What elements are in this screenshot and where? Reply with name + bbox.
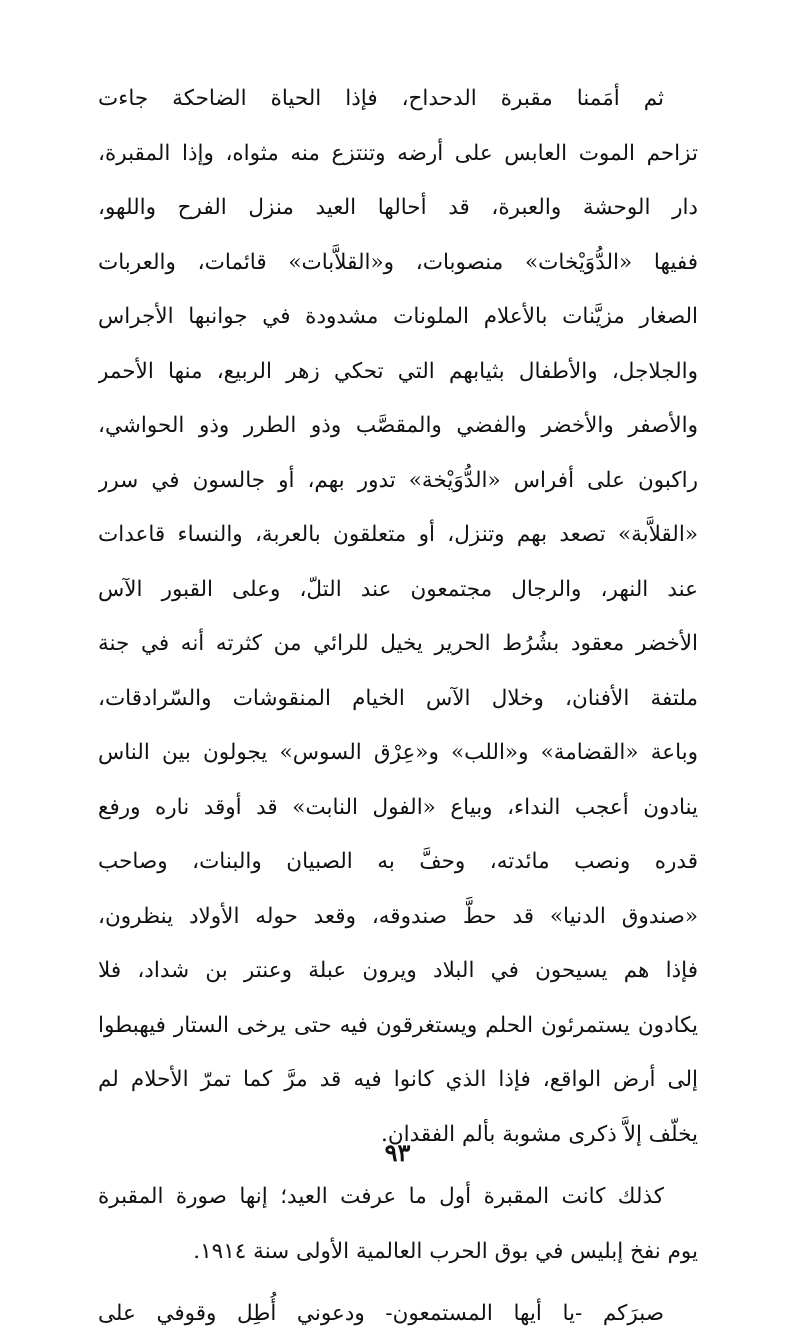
page-number: ٩٣ xyxy=(384,1138,411,1167)
text-line: يخلّف إلاَّ ذكرى مشوبة بألم الفقدان. xyxy=(380,1121,698,1147)
text-line: إلى أرض الواقع، فإذا الذي كانوا فيه قد مرَّ كما تمرّ الأحلام لم xyxy=(98,1067,698,1092)
text-line: ثم أمَمنا مقبرة الدحداح، فإذا الحياة الضاحكة جاءت xyxy=(98,86,664,111)
paragraph-1 xyxy=(98,72,698,1162)
text-line: والأصفر والأخضر والفضي والمقصَّب وذو الطرر وذو الحواشي، xyxy=(98,413,698,438)
text-line: يكادون يستمرئون الحلم ويستغرقون فيه حتى يرخى الستار فيهبطوا xyxy=(98,1012,698,1038)
text-line: ففيها «الدُّوَيْخات» منصوبات، و«القلاَّبات» قائمات، والعربات xyxy=(98,249,698,275)
paragraph-2 xyxy=(98,1170,698,1279)
text-line: والجلاجل، والأطفال بثيابهم التي تحكي زهر الربيع، منها الأحمر xyxy=(98,358,698,384)
text-line: عند النهر، والرجال مجتمعون عند التلّ، وعلى القبور الآس xyxy=(98,576,698,602)
text-line: دار الوحشة والعبرة، قد أحالها العيد منزل الفرح واللهو، xyxy=(98,195,698,220)
text-line: راكبون على أفراس «الدُّوَيْخة» تدور بهم، أو جالسون في سرر xyxy=(98,467,698,493)
text-line: صبرَكم -يا أيها المستمعون- ودعوني أُطِل وقوفي على xyxy=(98,1301,664,1326)
paragraph-gap xyxy=(98,1279,698,1287)
text-line: ملتفة الأفنان، وخلال الآس الخيام المنقوشات والسّرادقات، xyxy=(98,685,698,711)
text-line: وباعة «القضامة» و«اللب» و«عِرْق السوس» يجولون بين الناس xyxy=(98,740,698,765)
text-line: يوم نفخ إبليس في بوق الحرب العالمية الأولى سنة ١٩١٤. xyxy=(193,1238,698,1264)
text-line: فإذا هم يسيحون في البلاد ويرون عبلة وعنتر بن شداد، فلا xyxy=(98,958,698,983)
text-line: كذلك كانت المقبرة أول ما عرفت العيد؛ إنها صورة المقبرة xyxy=(98,1184,664,1209)
text-line: الصغار مزيَّنات بالأعلام الملونات مشدودة في جوانبها الأجراس xyxy=(98,304,698,329)
paragraph-3 xyxy=(98,1287,698,1342)
text-line: قدره ونصب مائدته، وحفَّ به الصبيان والبنات، وصاحب xyxy=(98,849,698,874)
text-line: تزاحم الموت العابس على أرضه وتنتزع منه مثواه، وإذا المقبرة، xyxy=(98,140,698,166)
text-line: «صندوق الدنيا» قد حطَّ صندوقه، وقعد حوله الأولاد ينظرون، xyxy=(98,903,698,929)
text-line: الأخضر معقود بشُرُط الحرير يخيل للرائي من كثرته أنه في جنة xyxy=(98,631,698,656)
text-line: «القلاَّبة» تصعد بهم وتنزل، أو متعلقون بالعربة، والنساء قاعدات xyxy=(98,522,698,547)
text-line: ينادون أعجب النداء، وبياع «الفول النابت» قد أوقد ناره ورفع xyxy=(98,794,698,820)
